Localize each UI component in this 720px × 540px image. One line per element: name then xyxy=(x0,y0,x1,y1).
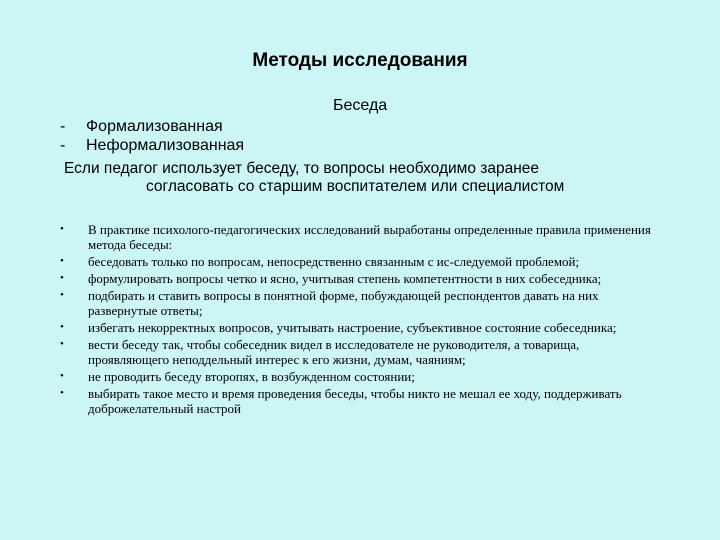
teacher-note-line2: согласовать со старшим воспитателем или специалистом xyxy=(146,178,565,195)
rule-text: В практике психолого-педагогических исследований выработаны определенные правила применения метода беседы: xyxy=(88,222,651,252)
bullet-icon: • xyxy=(60,387,64,399)
list-item xyxy=(60,271,660,286)
bullet-icon: • xyxy=(60,272,64,284)
list-item xyxy=(60,337,660,367)
bullet-icon: • xyxy=(60,370,64,382)
bullet-icon: • xyxy=(60,338,64,350)
rule-text: не проводить беседу второпях, в возбужденном состоянии; xyxy=(88,369,415,384)
rule-text: выбирать такое место и время проведения беседы, чтобы никто не мешал ее ходу, поддерживать доброжелательный настрой xyxy=(88,386,622,416)
slide-subtitle: Беседа xyxy=(333,97,388,114)
dash-marker: - xyxy=(60,118,66,135)
rules-list xyxy=(60,222,660,418)
list-item xyxy=(60,254,660,269)
bullet-icon: • xyxy=(60,223,64,235)
list-item xyxy=(60,136,244,155)
rule-text: беседовать только по вопросам, непосредственно связанным с ис-следуемой проблемой; xyxy=(88,254,580,269)
list-item xyxy=(60,369,660,384)
list-item xyxy=(60,386,660,416)
slide-title xyxy=(0,50,720,72)
list-item-label: Неформализованная xyxy=(86,137,245,154)
teacher-note-line1: Если педагог использует беседу, то вопросы необходимо заранее xyxy=(64,160,540,177)
bullet-icon: • xyxy=(60,255,64,267)
list-item-label: Формализованная xyxy=(86,118,223,135)
bullet-icon: • xyxy=(60,321,64,333)
teacher-note xyxy=(64,160,684,196)
rule-text: избегать некорректных вопросов, учитывать настроение, субъективное состояние собеседника; xyxy=(88,320,617,335)
rule-text: вести беседу так, чтобы собеседник видел в исследователе не руководителя, а товарища, проявляющего неподдельный интерес к его жизни, думам, чаяниям; xyxy=(88,337,580,367)
bullet-icon: • xyxy=(60,289,64,301)
list-item xyxy=(60,320,660,335)
list-item xyxy=(60,222,660,252)
rule-text: подбирать и ставить вопросы в понятной форме, побуждающей респондентов давать на них развернутые ответы; xyxy=(88,288,599,318)
slide-title-text: Методы исследования xyxy=(252,50,468,71)
list-item xyxy=(60,117,244,136)
conversation-types-list xyxy=(60,117,244,155)
dash-marker: - xyxy=(60,137,66,154)
list-item xyxy=(60,288,660,318)
rule-text: формулировать вопросы четко и ясно, учитывая степень компетентности в них собеседника; xyxy=(88,271,602,286)
